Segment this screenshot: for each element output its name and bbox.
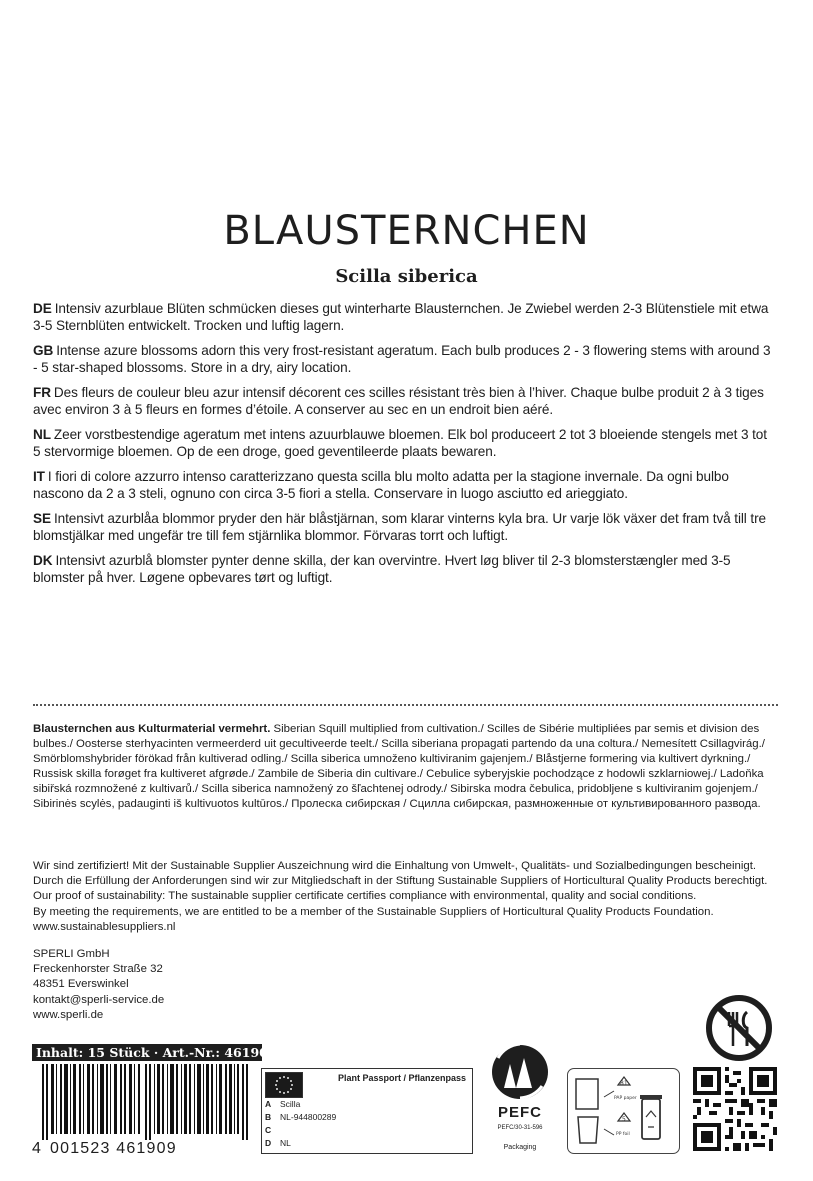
barcode-first-digit: 4 (32, 1140, 42, 1157)
pefc-logo (484, 1040, 556, 1155)
svg-text:PP foil: PP foil (616, 1132, 630, 1137)
origin-text: Blausternchen aus Kulturmaterial vermehrt. Siberian Squill multiplied from cultivation./ Scilles de Sibérie multipliées par semis et division des bulbes./ Oosterse sterhyacinten vermeerderd uit gecultiveerde teelt./ Scilla siberiana propagati partendo da una coltura./ Nemesített Csillagvirág./ Smörblomshybrider förökad från kultiverad odling./ Scilla siberica umnoženo kultiviranim gajenjem./ Blåstjerne formering via kultivert dyrkning./ Russisk skilla forøget fra kultiveret afgrøde./ Zambile de Siberia din cultivare./ Cebulice syberyjskie pochodzące z hodowli szklarniowej./ Ladoňka sibiřská rozmnožené z kultivarů./ Scilla siberica namnožený zo šľachtenej odrody./ Sibirska modra čebulica, pridobljene s kultiviranim gojenjem./ Sibirinės scylės, padauginti iš kultivuotos kultūros./ Пролеска сибирская / Сцилла сибирская, размноженные от культивированного развода. (33, 723, 765, 810)
website-link[interactable]: www.sperli.de (33, 1008, 104, 1021)
pefc-packaging-label: Packaging (503, 1144, 537, 1151)
passport-row-a: A Scilla (265, 1099, 301, 1109)
product-subtitle: Scilla siberica (335, 266, 478, 287)
svg-text:PAP paper: PAP paper (614, 1096, 637, 1101)
no-food-icon (703, 992, 775, 1064)
product-title: BLAUSTERNCHEN (223, 208, 590, 254)
description-de: DE Intensiv azurblaue Blüten schmücken dieses gut winterharte Blausternchen. Je Zwiebel werden 2-3 Blütenstiele mit etwa 3-5 Sternblüten entwickelt. Trocken und luftig lagern. (33, 301, 769, 333)
contact-email-link[interactable]: kontakt@sperli-service.de (33, 993, 165, 1006)
passport-row-c: C (265, 1125, 272, 1135)
barcode-digits: 001523 461909 (50, 1140, 177, 1157)
svg-text:81: 81 (620, 1080, 628, 1087)
description-list (33, 300, 778, 594)
eu-flag-icon (265, 1072, 303, 1098)
plant-passport (261, 1068, 473, 1154)
description-gb: GB Intense azure blossoms adorn this very frost-resistant ageratum. Each bulb produces 2 - 3 flowering stems with around 3 - 5 star-shaped blossoms. Store in a dry, airy location. (33, 343, 771, 375)
content-label: Inhalt: 15 Stück · Art.-Nr.: 461909 (32, 1044, 262, 1061)
description-nl: NL Zeer vorstbestendige ageratum met intens azuurblauwe bloemen. Elk bol produceert 2 tot 3 bloeiende stengels met 3 tot 5 stervormige bloemen. Op de een droge, goed geventileerde plaats bewaren. (33, 427, 767, 459)
passport-title: Plant Passport / Pflanzenpass (337, 1073, 466, 1083)
passport-row-d: D NL (265, 1138, 291, 1148)
certification-text: Wir sind zertifiziert! Mit der Sustainable Supplier Auszeichnung wird die Einhaltung von Umwelt-, Qualitäts- und Sozialbedingungen bescheinigt. Durch die Erfüllung der Anforderungen sind wir zur Mitgliedschaft in der Stiftung Sustainable Suppliers of Horticultural Quality Products berechtigt. Our proof of sustainability: The sustainable supplier certificate certifies compliance with environmental, quality and social conditions. By meeting the requirements, we are entitled to be a member of the Sustainable Suppliers of Horticultural Quality Products Foundation. www.sustainablesuppliers.nl (33, 859, 778, 935)
dotted-divider (33, 704, 778, 706)
description-fr: FR Des fleurs de couleur bleu azur intensif décorent ces scilles résistant très bien à l’hiver. Chaque bulbe produit 2 à 3 tiges avec environ 3 à 5 fleurs en formes d’étoile. A conserver au sec en un endroit bien aéré. (33, 385, 764, 417)
recycling-icon (567, 1068, 680, 1154)
pefc-name: PEFC (497, 1104, 542, 1121)
qr-code (693, 1067, 777, 1151)
description-se: SE Intensivt azurblåa blommor pryder den här blåstjärnan, som klarar vinterns kyla bra. Ur varje lök växer det fram två till tre blomstjälkar med ungefär tre till fem stjärnlika blommor. Förvaras torrt och luftigt. (33, 511, 766, 543)
passport-row-b: B NL-944800289 (265, 1112, 337, 1122)
barcode (32, 1064, 262, 1160)
certification-link[interactable]: www.sustainablesuppliers.nl (33, 920, 176, 933)
description-it: IT I fiori di colore azzurro intenso caratterizzano questa scilla blu molto adatta per la stagione invernale. Da ogni bulbo nascono da 2 a 3 steli, ognuno con circa 3-5 fiori a stella. Conservare in luogo asciutto ed arieggiato. (33, 469, 729, 501)
company-address: SPERLI GmbH Freckenhorster Straße 32 48351 Everswinkel kontakt@sperli-service.de www.sperli.de (33, 947, 164, 1023)
pefc-code: PEFC/30-31-596 (497, 1125, 543, 1131)
description-dk: DK Intensivt azurblå blomster pynter denne skilla, der kan overvintre. Hvert løg bliver til 2-3 blomsterstængler med 3-5 blomster på hver. Løgene opbevares tørt og luftigt. (33, 553, 731, 585)
svg-text:5: 5 (622, 1116, 626, 1123)
